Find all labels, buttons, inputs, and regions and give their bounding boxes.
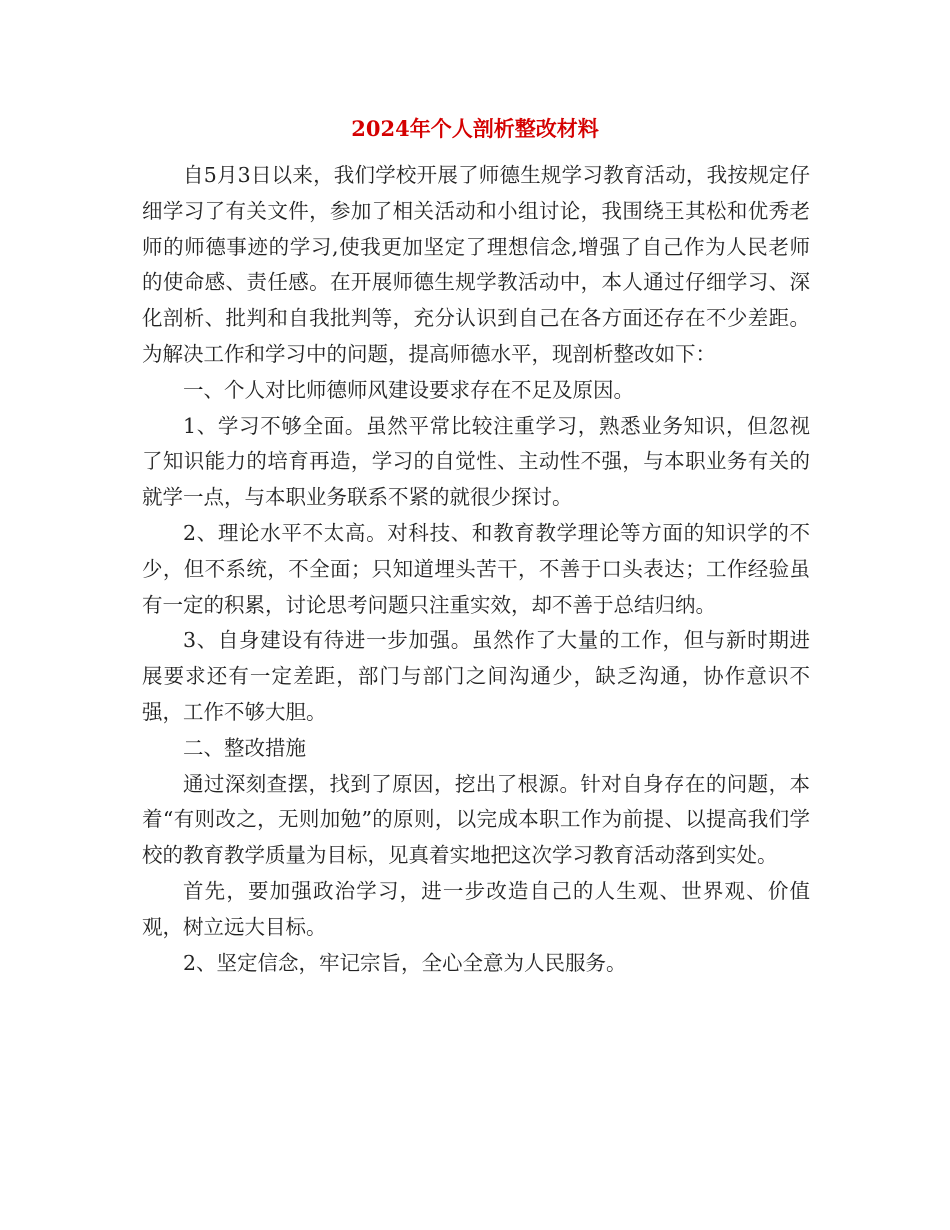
paragraph-measure-2: 2、坚定信念，牢记宗旨，全心全意为人民服务。	[183, 950, 627, 975]
paragraph-intro: 自5月3日以来，我们学校开展了师德生规学习教育活动，我按规定仔细学习了有关文件，参加了相关活动和小组讨论，我围绕王其松和优秀老师的师德事迹的学习,使我更加坚定了理想信念,增强了自己作为人民老师的使命感、责任感。在开展师德生规学教活动中，本人通过仔细学习、深化剖析、批判和自我批判等，充分认识到自己在各方面还存在不少差距。为解决工作和学习中的问题，提高师德水平，现剖析整改如下：	[142, 163, 810, 366]
document-body	[142, 158, 810, 981]
heading-shortcomings: 一、个人对比师德师风建设要求存在不足及原因。	[183, 377, 634, 402]
paragraph-measures-intro: 通过深刻查摆，找到了原因，挖出了根源。针对自身存在的问题，本着“有则改之，无则加勉”的原则，以完成本职工作为前提、以提高我们学校的教育教学质量为目标，见真着实地把这次学习教育活动落到实处。	[142, 771, 810, 868]
paragraph-measure-first: 首先，要加强政治学习，进一步改造自己的人生观、世界观、价值观，树立远大目标。	[142, 878, 810, 939]
paragraph-point-1: 1、学习不够全面。虽然平常比较注重学习，熟悉业务知识，但忽视了知识能力的培育再造，学习的自觉性、主动性不强，与本职业务有关的就学一点，与本职业务联系不紧的就很少探讨。	[142, 413, 810, 510]
paragraph-point-2: 2、理论水平不太高。对科技、和教育教学理论等方面的知识学的不少，但不系统，不全面；只知道埋头苦干，不善于口头表达；工作经验虽有一定的积累，讨论思考问题只注重实效，却不善于总结归纳。	[142, 520, 810, 617]
document-title: 2024年个人剖析整改材料	[351, 116, 599, 141]
heading-measures: 二、整改措施	[183, 735, 306, 760]
paragraph-point-3: 3、自身建设有待进一步加强。虽然作了大量的工作，但与新时期进展要求还有一定差距，部门与部门之间沟通少，缺乏沟通，协作意识不强，工作不够大胆。	[142, 628, 810, 724]
